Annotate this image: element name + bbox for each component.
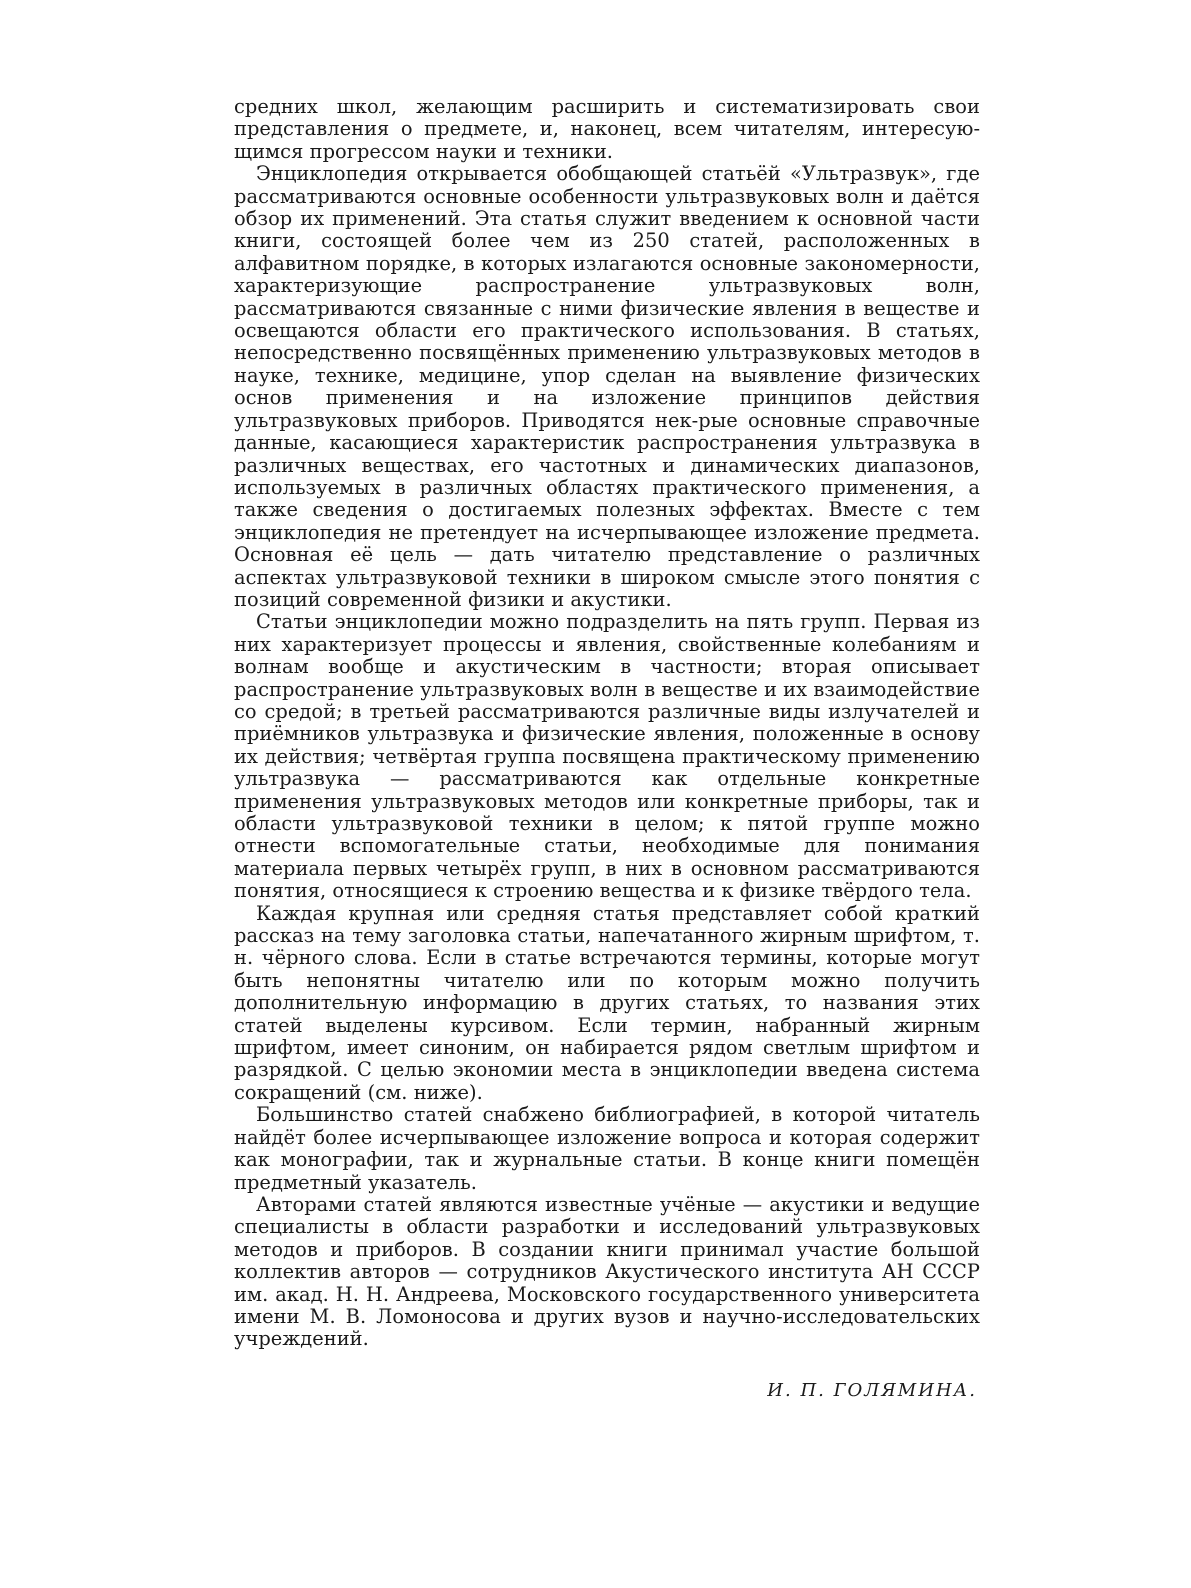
- paragraph-article-structure: Каждая крупная или средняя статья представляет собой краткий рассказ на тему заголовка статьи, напечатанного жирным шрифтом, т. н. чёрного слова. Если в статье встречаются термины, которые могут быть непонятны читателю или по которым можно получить дополнительную информацию в других статьях, то названия этих статей выделены курсивом. Если термин, набранный жирным шрифтом, имеет синоним, он набирается рядом светлым шрифтом и разрядкой. С целью экономии места в энциклопедии введена система сокращений (см. ниже).: [234, 901, 980, 1104]
- paragraph-bibliography: Большинство статей снабжено библиографией, в которой читатель найдёт более исчерпывающее изложение вопроса и которая содержит как монографии, так и журнальные статьи. В конце книги помещён предметный указатель.: [234, 1103, 980, 1194]
- body-text: [234, 96, 980, 1351]
- author-signature: И. П. ГОЛЯМИНА.: [767, 1380, 977, 1401]
- paragraph-continuation: средних школ, желающим расширить и систематизировать свои представления о предмете, и, наконец, всем читателям, интересующимся прогрессом науки и техники.: [234, 95, 980, 163]
- paragraph-authors: Авторами статей являются известные учёные — акустики и ведущие специалисты в области разработки и исследований ультразвуковых методов и приборов. В создании книги принимал участие большой коллектив авторов — сотрудников Акустического института АН СССР им. акад. Н. Н. Андреева, Московского государственного университета имени М. В. Ломоносова и других вузов и научно-исследовательских учреждений.: [234, 1192, 980, 1351]
- paragraph-encyclopedia-overview: Энциклопедия открывается обобщающей статьёй «Ультразвук», где рассматриваются основные особенности ультразвуковых волн и даётся обзор их применений. Эта статья служит введением к основной части книги, состоящей более чем из 250 статей, расположенных в алфавитном порядке, в которых излагаются основные закономерности, характеризующие распространение ультразвуковых волн, рассматриваются связанные с ними физические явления в веществе и освещаются области его практического использования. В статьях, непосредственно посвящённых применению ультразвуковых методов в науке, технике, медицине, упор сделан на выявление физических основ применения и на изложение принципов действия ультразвуковых приборов. Приводятся нек-рые основные справочные данные, касающиеся характеристик распространения ультразвука в различных веществах, его частотных и динамических диапазонов, используемых в различных областях практического применения, а также сведения о достигаемых полезных эффектах. Вместе с тем энциклопедия не претендует на исчерпывающее изложение предмета. Основная её цель — дать читателю представление о различных аспектах ультразвуковой техники в широком смысле этого понятия с позиций современной физики и акустики.: [234, 162, 980, 611]
- paragraph-article-groups: Статьи энциклопедии можно подразделить на пять групп. Первая из них характеризует процессы и явления, свойственные колебаниям и волнам вообще и акустическим в частности; вторая описывает распространение ультразвуковых волн в веществе и их взаимодействие со средой; в третьей рассматриваются различные виды излучателей и приёмников ультразвука и физические явления, положенные в основу их действия; четвёртая группа посвящена практическому применению ультразвука — рассматриваются как отдельные конкретные применения ультразвуковых методов или конкретные приборы, так и области ультразвуковой техники в целом; к пятой группе можно отнести вспомогательные статьи, необходимые для понимания материала первых четырёх групп, в них в основном рассматриваются понятия, относящиеся к строению вещества и к физике твёрдого тела.: [234, 610, 980, 903]
